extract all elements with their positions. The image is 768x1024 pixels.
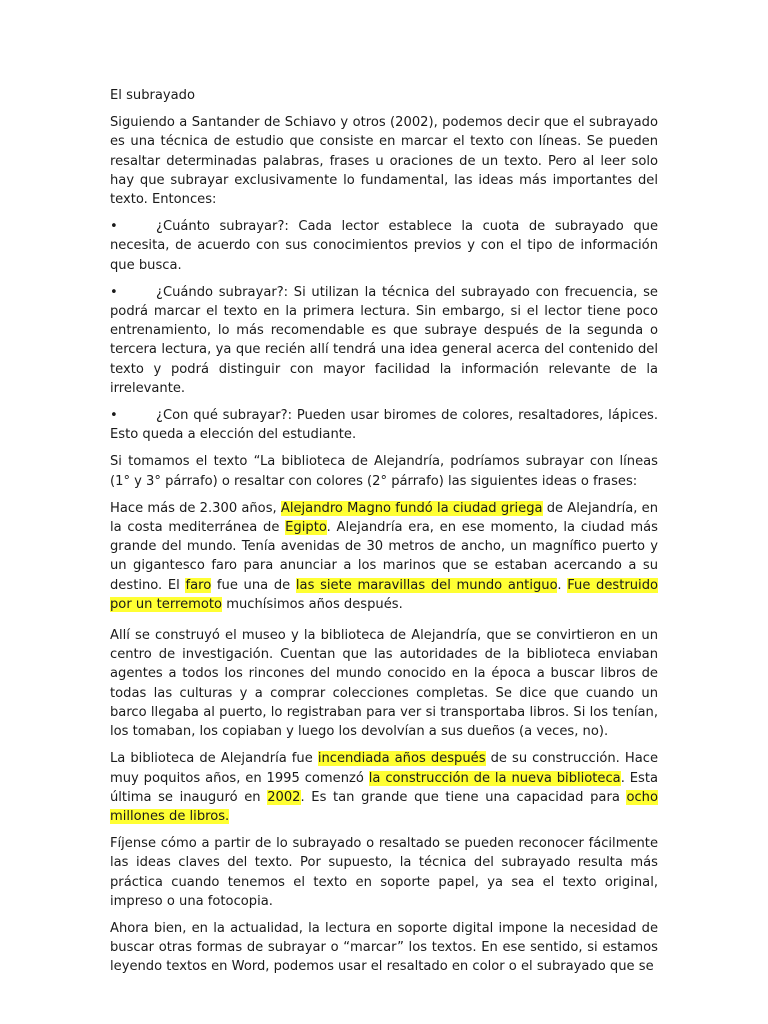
document-page (110, 86, 658, 985)
bullet-dot: • (110, 408, 118, 424)
text-run: . (557, 577, 568, 593)
text-run: de su construcción. Hace muy poquitos años, en 1995 comenzó (110, 751, 658, 786)
example-paragraph-1 (110, 499, 658, 614)
example-paragraph-2: Allí se construyó el museo y la biblioteca de Alejandría, que se convirtieron en un centro de investigación. Cuentan que las autoridades de la biblioteca enviaban agentes a todos los rincones del mundo conocido en la época a buscar libros de todas las culturas y a comprar colecciones completas. Se dice que cuando un barco llegaba al puerto, lo registraban para ver si transportaba libros. Si los tenían, los tomaban, los copiaban y luego los devolvían a sus dueños (a veces, no). (110, 628, 658, 740)
text-run: muchísimos años después. (222, 596, 403, 612)
document-title: El subrayado (110, 88, 196, 103)
highlighted-phrase: Egipto (285, 520, 327, 536)
example-intro-paragraph: Si tomamos el texto “La biblioteca de Alejandría, podríamos subrayar con líneas (1° y 3° párrafo) o resaltar con colores (2° párrafo) las siguientes ideas o frases: (110, 454, 658, 489)
bullet-dot: • (110, 219, 118, 235)
highlighted-phrase: ocho millones de libros. (110, 789, 658, 824)
bullet-item (110, 406, 658, 444)
highlighted-phrase: la construcción de la nueva biblioteca (368, 770, 621, 786)
bullet-text: ¿Cuándo subrayar?: Si utilizan la técnica del subrayado con frecuencia, se podrá marcar el texto en la primera lectura. Sin embargo, si el lector tiene poco entrenamiento, lo más recomendable es que subraye después de la segunda o tercera lectura, ya que recién allí tendrá una idea general acerca del contenido del texto y podrá distinguir con mayor facilidad la información relevante de la irrelevante. (110, 284, 658, 396)
highlighted-phrase: faro (185, 577, 212, 593)
text-run: . Alejandría era, en ese momento, la ciudad más grande del mundo. Tenía avenidas de 30 metros de ancho, un magnífico puerto y un gigantesco faro para anunciar a los marinos que se estaban acercando a su destino. El (110, 520, 658, 593)
example-paragraph-3 (110, 749, 658, 826)
highlighted-phrase: Fue destruido por un terremoto (110, 577, 659, 612)
text-run: de Alejandría, en la costa mediterránea de (110, 500, 658, 536)
text-run: . Esta última se inauguró en (110, 770, 659, 805)
closing-paragraph-2: Ahora bien, en la actualidad, la lectura en soporte digital impone la necesidad de buscar otras formas de subrayar o “marcar” los textos. En ese sentido, si estamos leyendo textos en Word, podemos usar el resaltado en color o el subrayado que se (110, 920, 658, 975)
intro-paragraph: Siguiendo a Santander de Schiavo y otros (2002), podemos decir que el subrayado es una técnica de estudio que consiste en marcar el texto con líneas. Se pueden resaltar determinadas palabras, frases u oraciones de un texto. Pero al leer solo hay que subrayar exclusivamente lo fundamental, las ideas más importantes del texto. Entonces: (110, 115, 658, 208)
closing-paragraph-1: Fíjense cómo a partir de lo subrayado o resaltado se pueden reconocer fácilmente las ideas claves del texto. Por supuesto, la técnica del subrayado resulta más práctica cuando tenemos el texto en soporte papel, ya sea el texto original, impreso o una fotocopia. (110, 836, 658, 909)
bullet-item (110, 283, 658, 398)
highlighted-phrase: Alejandro Magno fundó la ciudad griega (280, 500, 543, 516)
bullet-list (110, 217, 658, 444)
bullet-dot: • (110, 284, 118, 300)
highlighted-phrase: 2002 (267, 789, 301, 805)
bullet-text: ¿Con qué subrayar?: Pueden usar biromes de colores, resaltadores, lápices. Esto queda a elección del estudiante. (110, 408, 658, 443)
bullet-text: ¿Cuánto subrayar?: Cada lector establece la cuota de subrayado que necesita, de acuerdo con sus conocimientos previos y con el tipo de información que busca. (110, 219, 658, 273)
highlighted-phrase: incendiada años después (317, 751, 486, 767)
text-run: La biblioteca de Alejandría fue (110, 751, 318, 767)
highlighted-phrase: las siete maravillas del mundo antiguo (295, 577, 558, 593)
text-run: fue una de (211, 577, 296, 593)
text-run: Hace más de 2.300 años, (110, 500, 281, 516)
text-run: . Es tan grande que tiene una capacidad para (300, 789, 627, 805)
bullet-item (110, 217, 658, 275)
